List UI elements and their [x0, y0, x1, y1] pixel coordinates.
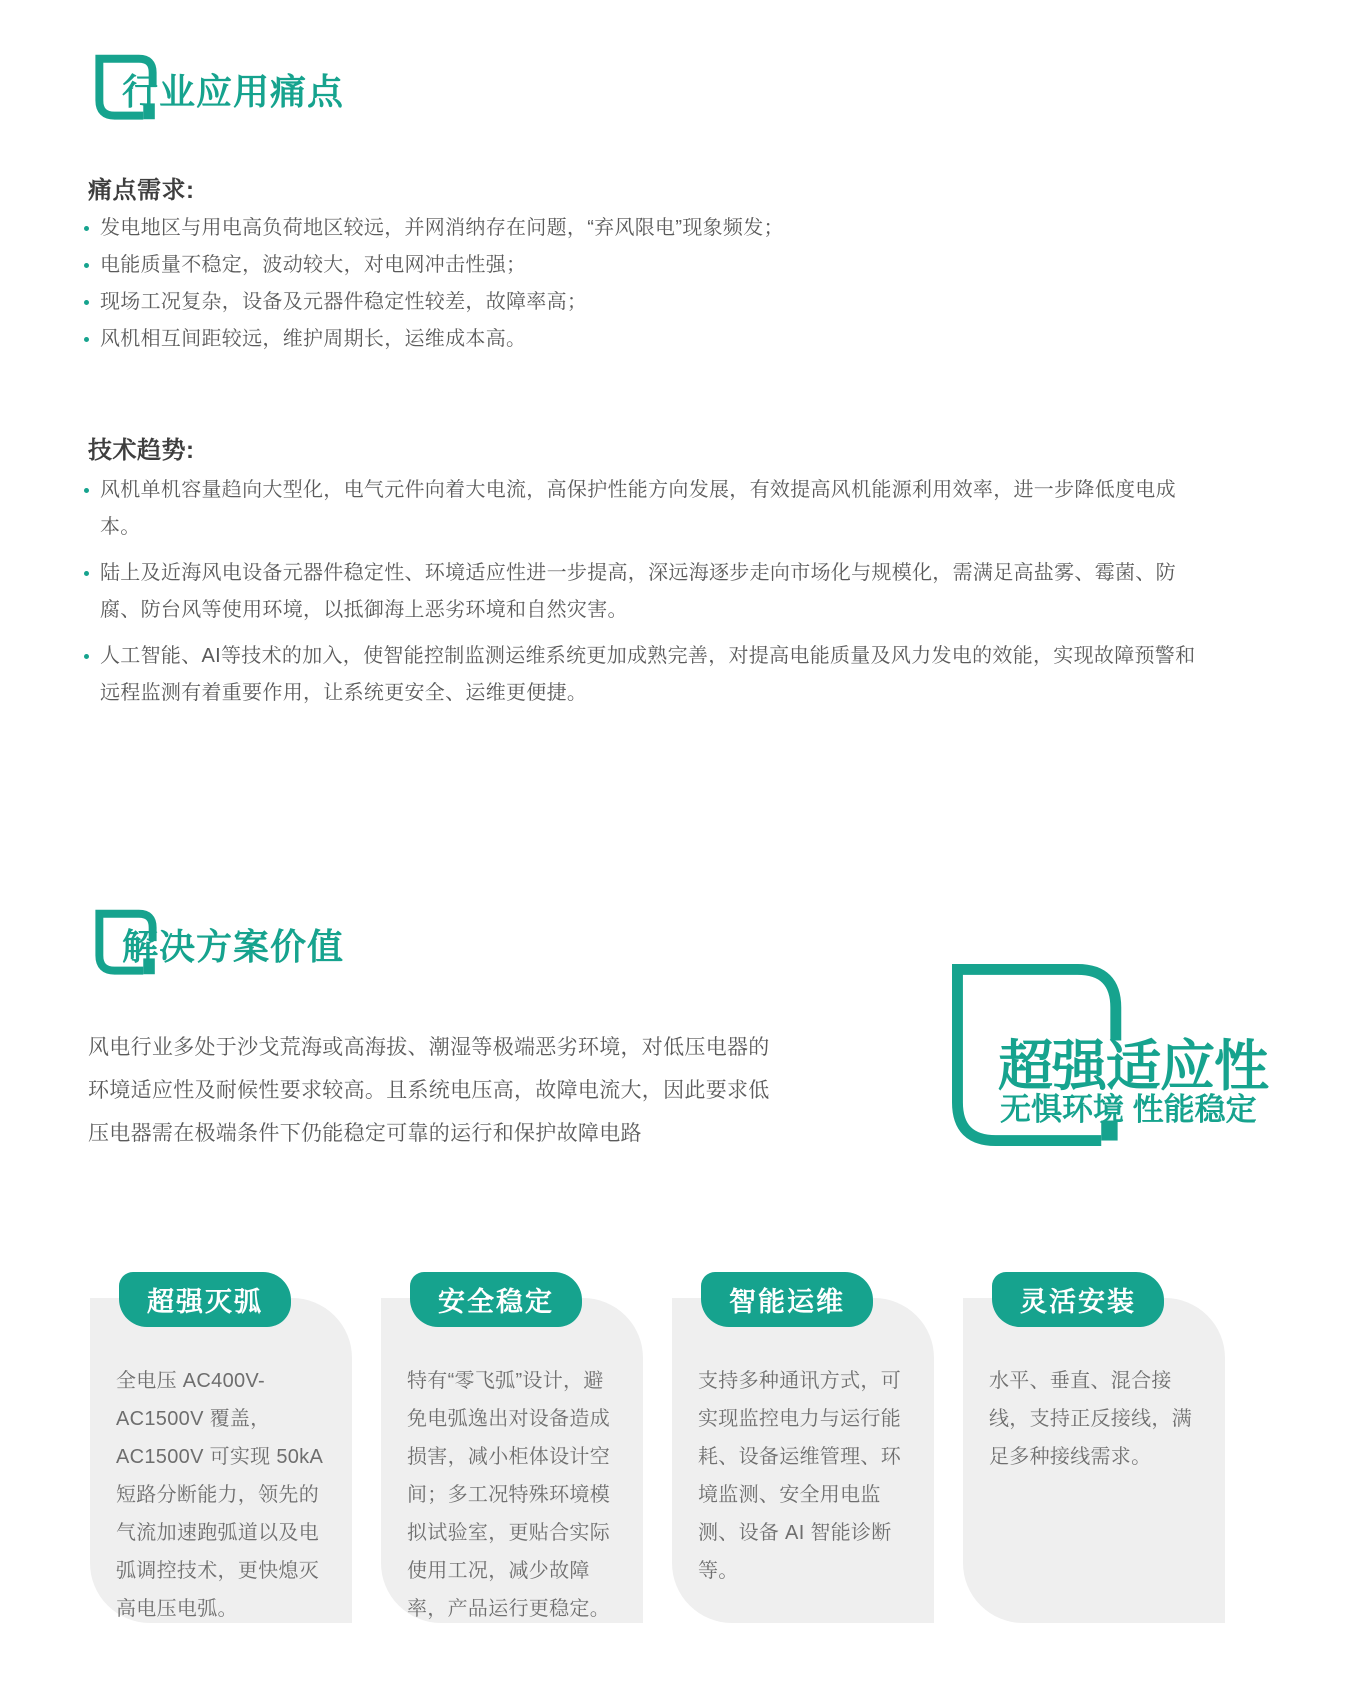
card-body [672, 1298, 934, 1623]
card-badge: 超强灭弧 [119, 1272, 291, 1327]
card-text: 全电压 AC400V-AC1500V 覆盖，AC1500V 可实现 50kA 短路分断能力，领先的气流加速跑弧道以及电弧调控技术，更快熄灭高电压电弧。 [116, 1370, 323, 1620]
trend-list [82, 472, 1202, 721]
card-text: 特有“零飞弧”设计，避免电弧逸出对设备造成损害，减小柜体设计空间；多工况特殊环境模拟试验室，更贴合实际使用工况，减少故障率，产品运行更稳定。 [407, 1370, 610, 1620]
highlight-title: 超强适应性 [998, 1035, 1269, 1097]
list-item: 风机相互间距较远，维护周期长，运维成本高。 [82, 321, 1202, 358]
card-body [381, 1298, 643, 1623]
card-badge: 灵活安装 [992, 1272, 1164, 1327]
demand-list [82, 210, 1202, 358]
feature-card-arc-extinguish [90, 1272, 352, 1623]
card-badge: 智能运维 [701, 1272, 873, 1327]
card-text: 支持多种通讯方式，可实现监控电力与运行能耗、设备运维管理、环境监测、安全用电监测、设备 AI 智能诊断等。 [698, 1370, 901, 1582]
list-item: 陆上及近海风电设备元器件稳定性、环境适应性进一步提高，深远海逐步走向市场化与规模化，需满足高盐雾、霉菌、防腐、防台风等使用环境，以抵御海上恶劣环境和自然灾害。 [82, 555, 1202, 629]
card-body [963, 1298, 1225, 1623]
list-item: 发电地区与用电高负荷地区较远，并网消纳存在问题，“弃风限电”现象频发； [82, 210, 1202, 247]
feature-card-smart-ops [672, 1272, 934, 1623]
card-body [90, 1298, 352, 1623]
section-header-solution-value [90, 908, 344, 980]
feature-card-flexible-install [963, 1272, 1225, 1623]
demand-heading: 痛点需求: [88, 177, 195, 204]
card-badge: 安全稳定 [410, 1272, 582, 1327]
section-header-pain-points [90, 53, 344, 125]
highlight-subtitle: 无惧环境 性能稳定 [1000, 1092, 1257, 1127]
trend-heading: 技术趋势: [88, 437, 195, 464]
section-title: 解决方案价值 [122, 925, 345, 967]
highlight-block [952, 964, 1282, 1149]
list-item: 人工智能、AI等技术的加入，使智能控制监测运维系统更加成熟完善，对提高电能质量及风力发电的效能，实现故障预警和远程监测有着重要作用，让系统更安全、运维更便捷。 [82, 638, 1202, 712]
section-title: 行业应用痛点 [122, 70, 345, 112]
list-item: 现场工况复杂，设备及元器件稳定性较差，故障率高； [82, 284, 1202, 321]
feature-card-safety [381, 1272, 643, 1623]
list-item: 风机单机容量趋向大型化，电气元件向着大电流，高保护性能方向发展，有效提高风机能源利用效率，进一步降低度电成本。 [82, 472, 1202, 546]
solution-paragraph: 风电行业多处于沙戈荒海或高海拔、潮湿等极端恶劣环境，对低压电器的环境适应性及耐候性要求较高。且系统电压高，故障电流大，因此要求低压电器需在极端条件下仍能稳定可靠的运行和保护故障电路 [88, 1036, 770, 1145]
list-item: 电能质量不稳定，波动较大，对电网冲击性强； [82, 247, 1202, 284]
card-text: 水平、垂直、混合接线，支持正反接线，满足多种接线需求。 [989, 1370, 1192, 1468]
feature-cards [90, 1272, 1225, 1623]
